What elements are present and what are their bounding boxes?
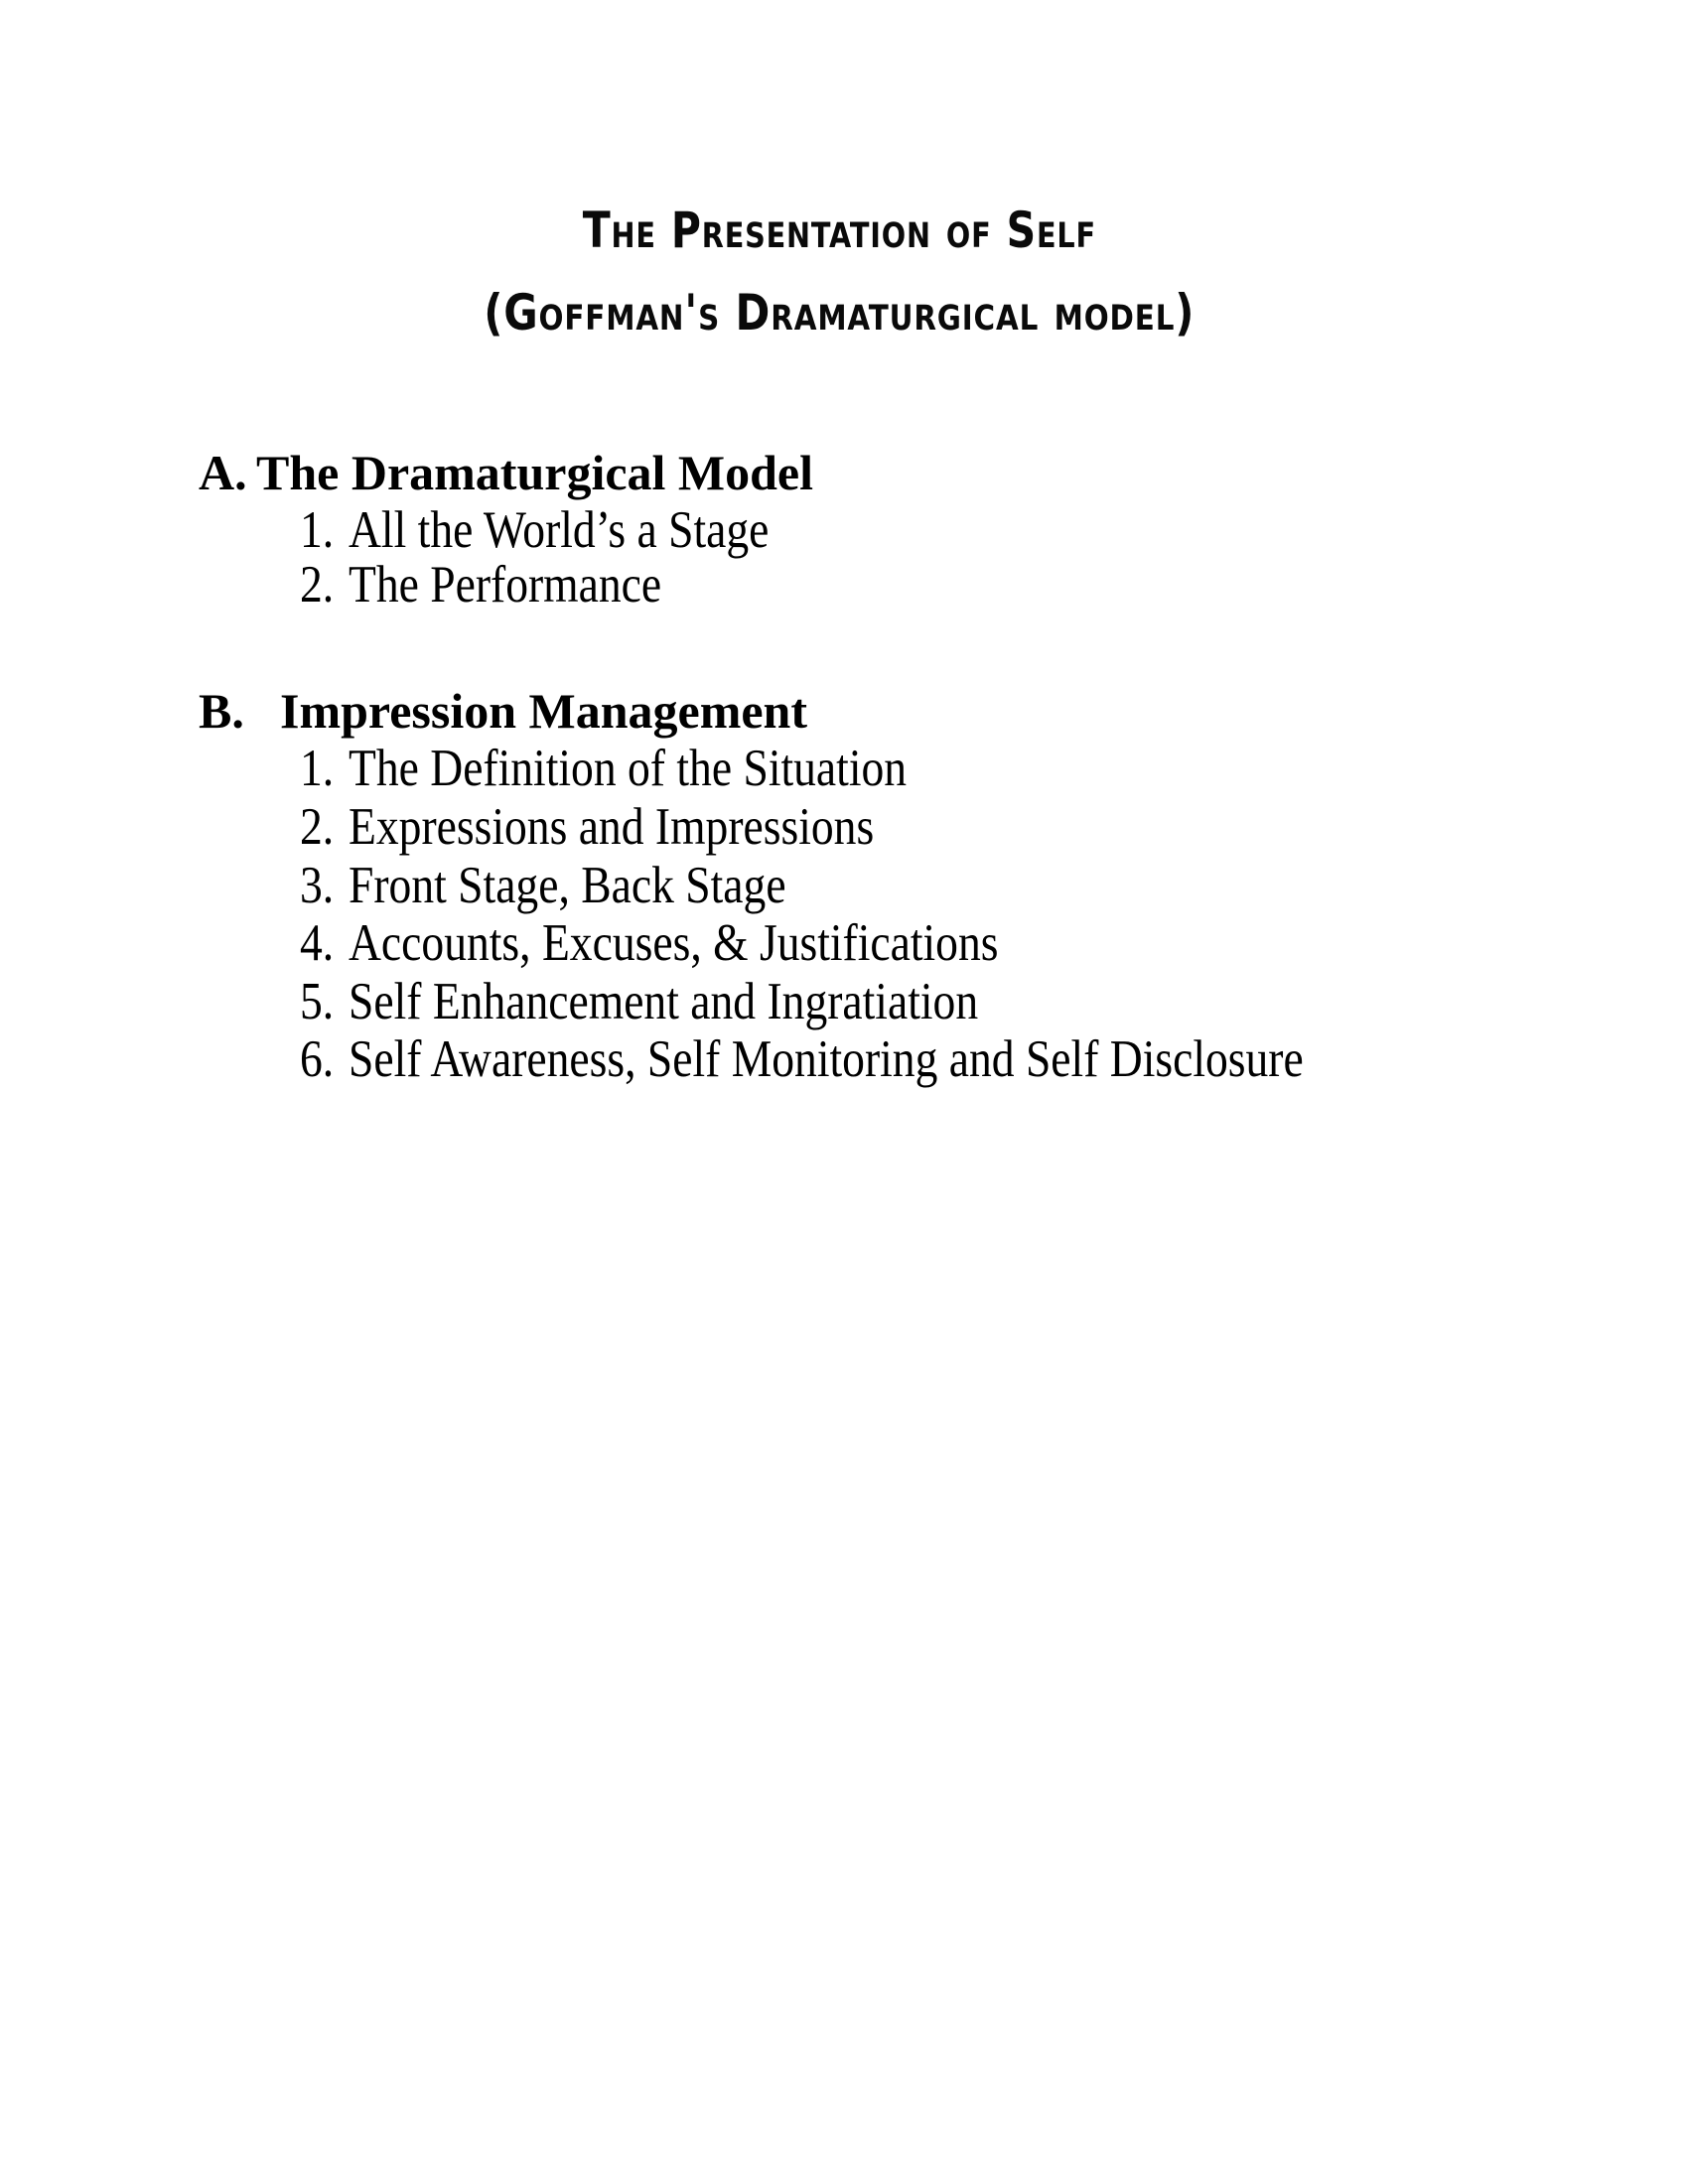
item-number: 1. — [300, 740, 335, 797]
item-text: Accounts, Excuses, & Justifications — [349, 914, 999, 972]
list-item — [300, 740, 908, 797]
section-title: The Dramaturgical Model — [256, 445, 814, 500]
title-line-1 — [0, 202, 1678, 259]
list-item — [300, 501, 770, 559]
item-number: 1. — [300, 501, 335, 559]
list-item — [300, 798, 875, 856]
title-line-2 — [0, 284, 1678, 341]
item-number: 6. — [300, 1030, 335, 1088]
list-item — [300, 556, 662, 614]
item-text: Self Awareness, Self Monitoring and Self Disclosure — [349, 1030, 1304, 1088]
section-letter: B. — [199, 683, 244, 739]
list-item — [300, 973, 979, 1030]
section-a-heading — [199, 445, 814, 500]
section-b-heading — [199, 683, 808, 739]
item-number: 2. — [300, 798, 335, 856]
title-text: The Presentation of Self — [582, 202, 1096, 259]
item-number: 3. — [300, 857, 335, 914]
item-text: All the World’s a Stage — [349, 501, 770, 559]
item-text: Front Stage, Back Stage — [349, 857, 786, 914]
item-number: 2. — [300, 556, 335, 614]
item-text: The Performance — [349, 556, 662, 614]
list-item — [300, 857, 786, 914]
list-item — [300, 914, 999, 972]
section-title: Impression Management — [280, 683, 808, 739]
section-letter: A. — [199, 445, 247, 500]
item-text: Expressions and Impressions — [349, 798, 875, 856]
list-item — [300, 1030, 1304, 1088]
item-number: 5. — [300, 973, 335, 1030]
item-text: The Definition of the Situation — [349, 740, 908, 797]
subtitle-text: (Goffman's Dramaturgical model) — [483, 284, 1196, 341]
item-number: 4. — [300, 914, 335, 972]
item-text: Self Enhancement and Ingratiation — [349, 973, 979, 1030]
